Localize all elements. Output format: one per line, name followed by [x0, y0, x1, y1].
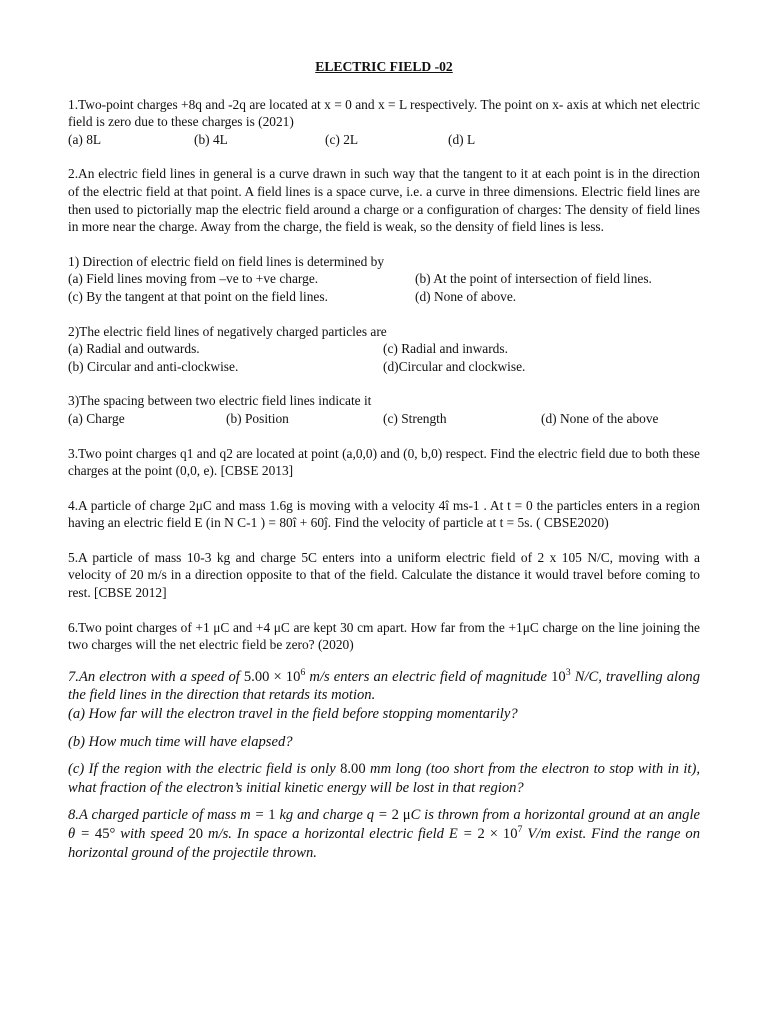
question-4-text: 4.A particle of charge 2μC and mass 1.6g is moving with a velocity 4î ms-1 . At t = 0 the particles enters in a region having an electric field E (in N C-1 ) = 80î + 60ĵ. Find the velocity of particle at t = 5s. ( CBSE2020)	[68, 497, 700, 531]
option-c: (c) Radial and inwards.	[383, 341, 508, 357]
options-row	[68, 410, 700, 428]
question-7-part-b: (b) How much time will have elapsed?	[68, 733, 293, 750]
question-5	[68, 549, 700, 602]
option-a: (a) Charge	[68, 410, 125, 426]
question-2-sub-1	[68, 253, 700, 306]
question-7	[68, 668, 700, 798]
question-2-sub-2	[68, 323, 700, 376]
document-page	[68, 58, 700, 871]
passage-text: 2.An electric field lines in general is a curve drawn in such way that the tangent to it at each point is in the direction of the electric field at that point. A field lines is a space curve, i.e. a curve in three dimensions. Electric field lines are then used to pictorially map the electric field around a charge or a configuration of charges: The density of field lines in more near the charge. Away from the charge, the field is weak, so the density of field lines is less.	[68, 166, 700, 235]
options-row	[68, 340, 700, 358]
sub-question-text: 1) Direction of electric field on field lines is determined by	[68, 253, 385, 269]
question-8-text: 8.A charged particle of mass m = 1 kg and charge q = 2 μC is thrown from a horizontal ground at an angle θ = 45° with speed 20 m/s. In space a horizontal electric field $E = 2 \times 10^7$ V/m exist. Find the range on horizontal ground of the projectile thrown.	[68, 807, 700, 861]
option-b: (b) Circular and anti-clockwise.	[68, 358, 239, 374]
question-1	[68, 96, 700, 149]
option-a: (a) Field lines moving from –ve to +ve charge.	[68, 271, 319, 287]
question-2-sub-3	[68, 392, 700, 427]
question-7-part-c: (c) If the region with the electric field is only 8.00 mm long (too short from the electron to stop with in it), what fraction of the electron’s initial kinetic energy will be lost in that region?	[68, 761, 700, 796]
options-row	[68, 270, 700, 288]
options-row	[68, 288, 700, 306]
option-c: (c) By the tangent at that point on the field lines.	[68, 288, 328, 304]
question-1-text: 1.Two-point charges +8q and -2q are located at x = 0 and x = L respectively. The point on x- axis at which net electric field is zero due to these charges is (2021)	[68, 96, 700, 130]
question-5-text: 5.A particle of mass 10-3 kg and charge 5C enters into a uniform electric field of 2 x 105 N/C, moving with a velocity of 20 m/s in a direction opposite to that of the field. Calculate the distance it would travel before coming to rest. [CBSE 2012]	[68, 549, 700, 601]
question-1-options	[68, 131, 700, 149]
option-b: (b) 4L	[194, 131, 228, 147]
option-a: (a) 8L	[68, 131, 102, 147]
question-4	[68, 497, 700, 532]
page-title: ELECTRIC FIELD -02	[315, 59, 453, 74]
option-d: (d)Circular and clockwise.	[383, 358, 526, 374]
sub-question-text: 3)The spacing between two electric field lines indicate it	[68, 393, 372, 409]
question-7-part-a: (a) How far will the electron travel in the field before stopping momentarily?	[68, 706, 518, 723]
option-d: (d) None of above.	[415, 288, 517, 304]
question-6-text: 6.Two point charges of +1 μC and +4 μC are kept 30 cm apart. How far from the +1μC charge on the line joining the two charges will the net electric field be zero? (2020)	[68, 619, 700, 653]
question-7-text: 7.An electron with a speed of $5.00 \times 10^6$ m/s enters an electric field of magnitude $10^3$ N/C, travelling along the field lines in the direction that retards its motion.	[68, 666, 701, 704]
question-3-text: 3.Two point charges q1 and q2 are located at point (a,0,0) and (0, b,0) respect. Find the electric field due to both these charges at the point (0,0, e). [CBSE 2013]	[68, 445, 700, 479]
option-d: (d) None of the above	[541, 410, 659, 426]
question-2-passage	[68, 165, 700, 235]
option-b: (b) Position	[226, 410, 289, 426]
option-b: (b) At the point of intersection of field lines.	[415, 271, 652, 287]
option-c: (c) 2L	[325, 131, 359, 147]
question-3	[68, 445, 700, 480]
option-c: (c) Strength	[383, 410, 447, 426]
option-a: (a) Radial and outwards.	[68, 341, 200, 357]
option-d: (d) L	[448, 131, 476, 147]
options-row	[68, 358, 700, 376]
question-6	[68, 619, 700, 654]
sub-question-text: 2)The electric field lines of negatively charged particles are	[68, 323, 387, 339]
question-8	[68, 806, 700, 862]
